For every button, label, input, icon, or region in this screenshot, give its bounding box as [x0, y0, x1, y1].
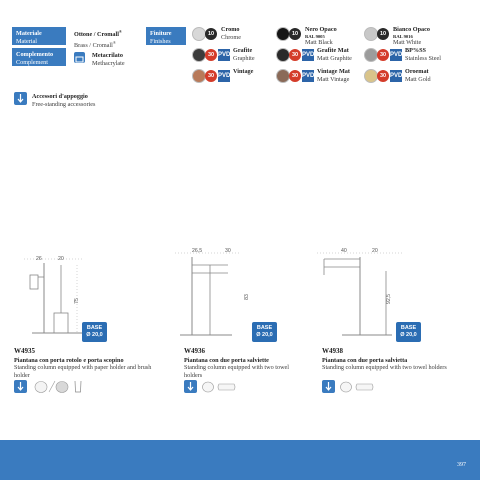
product-title-en-w4938: Standing column equipped with two towel holders	[322, 364, 447, 371]
pvd-badge: PVD	[218, 49, 230, 61]
complemento-en: Complement	[16, 59, 48, 66]
finish-ral: RAL 9005	[305, 33, 325, 39]
finish-label	[405, 68, 431, 83]
finish-swatch	[192, 69, 206, 83]
accessori-en: Free-standing accessories	[32, 100, 96, 108]
finiture-it: Finiture	[150, 30, 172, 37]
finish-swatch	[364, 69, 378, 83]
accessori-text	[32, 93, 95, 108]
finish-swatch	[192, 48, 206, 62]
finish-code-badge: 30	[205, 49, 217, 61]
product-title-it-w4938: Piantana con due porta salvietta	[322, 356, 408, 364]
pvd-badge: PVD	[218, 70, 230, 82]
reg-mark-1: ®	[118, 29, 122, 34]
finish-label	[405, 47, 441, 62]
product-caption-w4938	[322, 348, 472, 372]
reg-mark-2: ®	[112, 39, 116, 45]
finish-label	[305, 26, 337, 46]
round-accessory-icon-w4938	[340, 380, 376, 398]
finish-code-badge: 30	[289, 49, 301, 61]
round-accessory-icon-w4936	[202, 380, 238, 398]
round-accessory-icon-w4935	[34, 380, 70, 398]
complemento-value	[92, 52, 125, 67]
pvd-badge: PVD	[302, 49, 314, 61]
finish-name-en: Chrome	[221, 33, 241, 41]
accessori-icon	[14, 92, 27, 105]
base-size-w4936: Ø 20,0	[256, 332, 273, 338]
finish-code-badge: 30	[377, 49, 389, 61]
base-size-w4935: Ø 20,0	[86, 332, 103, 338]
finish-label	[317, 47, 352, 62]
finish-name-en: Graphite	[233, 54, 255, 62]
complemento-value-it: Metacrilato	[92, 52, 123, 59]
finish-swatch	[276, 27, 290, 41]
finish-code-badge: 10	[289, 28, 301, 40]
base-badge-w4938	[396, 322, 421, 342]
pvd-badge: PVD	[302, 70, 314, 82]
product-caption-w4935	[14, 348, 154, 379]
finish-code-badge: 30	[205, 70, 217, 82]
download-icon-w4938[interactable]	[322, 380, 335, 393]
material-value	[74, 28, 122, 49]
finish-name-en: Matt White	[393, 38, 422, 46]
finish-label	[233, 68, 253, 76]
page-number: 397	[457, 462, 466, 468]
finish-name-it: Oroemat	[405, 68, 429, 75]
finish-label	[393, 26, 430, 46]
finish-swatch	[276, 69, 290, 83]
finish-name-it: Cromo	[221, 26, 240, 33]
materiale-label-box	[12, 27, 66, 45]
finiture-en: Finishes	[150, 38, 171, 45]
finish-code-badge: 30	[289, 70, 301, 82]
finish-swatch	[192, 27, 206, 41]
finish-name-it: Bianco Opaco	[393, 26, 430, 33]
complemento-label-box	[12, 48, 66, 66]
pvd-badge: PVD	[390, 49, 402, 61]
accessori-it: Accessori d'appoggio	[32, 93, 88, 100]
product-code-w4935: W4935	[14, 347, 35, 355]
footer-bar	[0, 440, 480, 480]
base-label-w4938: BASE	[400, 325, 417, 331]
dim-w4938-b: 20	[372, 248, 378, 254]
finish-code-badge: 10	[205, 28, 217, 40]
base-label-w4935: BASE	[86, 325, 103, 331]
finish-name-en: Stainless Steel	[405, 54, 441, 62]
materiale-en: Material	[16, 38, 37, 45]
dim-w4938-a: 40	[341, 248, 347, 254]
download-icon-w4936[interactable]	[184, 380, 197, 393]
finish-name-it: Vintage	[233, 68, 254, 75]
finish-code-badge: 10	[377, 28, 389, 40]
dim-w4936-h: 83	[243, 294, 250, 300]
bath-icon	[74, 52, 85, 63]
base-badge-w4935	[82, 322, 107, 342]
finish-name-it: Grafite Mat	[317, 47, 349, 54]
glass-icon-w4935	[74, 380, 82, 398]
finish-swatch	[364, 27, 378, 41]
finish-label	[221, 26, 241, 41]
base-label-w4936: BASE	[256, 325, 273, 331]
finish-label	[233, 47, 255, 62]
material-value-it: Ottone / Cromall	[74, 31, 119, 39]
product-code-w4936: W4936	[184, 347, 205, 355]
base-badge-w4936	[252, 322, 277, 342]
finish-name-it: Grafite	[233, 47, 253, 54]
finish-swatch	[276, 48, 290, 62]
finish-name-en: Matt Vintage	[317, 75, 350, 83]
product-caption-w4936	[184, 348, 304, 379]
finiture-label-box	[146, 27, 186, 45]
material-value-en: Brass / Cromall	[74, 41, 113, 49]
materiale-it: Materiale	[16, 30, 42, 37]
product-title-en-w4935: Standing column equipped with paper holder and brush holder	[14, 364, 152, 379]
finish-name-it: Nero Opaco	[305, 26, 337, 33]
finish-name-en: Matt Graphite	[317, 54, 352, 62]
finish-name-it: Vintage Mat	[317, 68, 350, 75]
pvd-badge: PVD	[390, 70, 402, 82]
product-code-w4938: W4938	[322, 347, 343, 355]
dim-w4936-b: 30	[225, 248, 231, 254]
dim-w4938-h: 92,5	[386, 293, 393, 305]
finish-swatch	[364, 48, 378, 62]
dim-w4936-a: 26,5	[192, 248, 203, 254]
finish-name-en: Matt Black	[305, 38, 333, 46]
dim-w4935-a: 26	[36, 256, 42, 262]
finish-name-en: Matt Gold	[405, 75, 431, 83]
product-title-en-w4936: Standing column equipped with two towel holders	[184, 364, 290, 379]
dim-w4935-h: 75	[73, 298, 80, 304]
product-title-it-w4936: Piantana con due porta salviette	[184, 356, 269, 364]
finish-name-it: BP%SS	[405, 47, 426, 54]
complemento-it: Complemento	[16, 51, 54, 58]
dim-w4935-b: 20	[58, 256, 64, 262]
finish-code-badge: 30	[377, 70, 389, 82]
finish-label	[317, 68, 350, 83]
complemento-value-en: Methacrylate	[92, 59, 125, 67]
finish-ral: RAL 9016	[393, 33, 413, 39]
product-title-it-w4935: Piantana con porta rotolo e porta scopino	[14, 356, 124, 364]
base-size-w4938: Ø 20,0	[400, 332, 417, 338]
download-icon-w4935[interactable]	[14, 380, 27, 393]
